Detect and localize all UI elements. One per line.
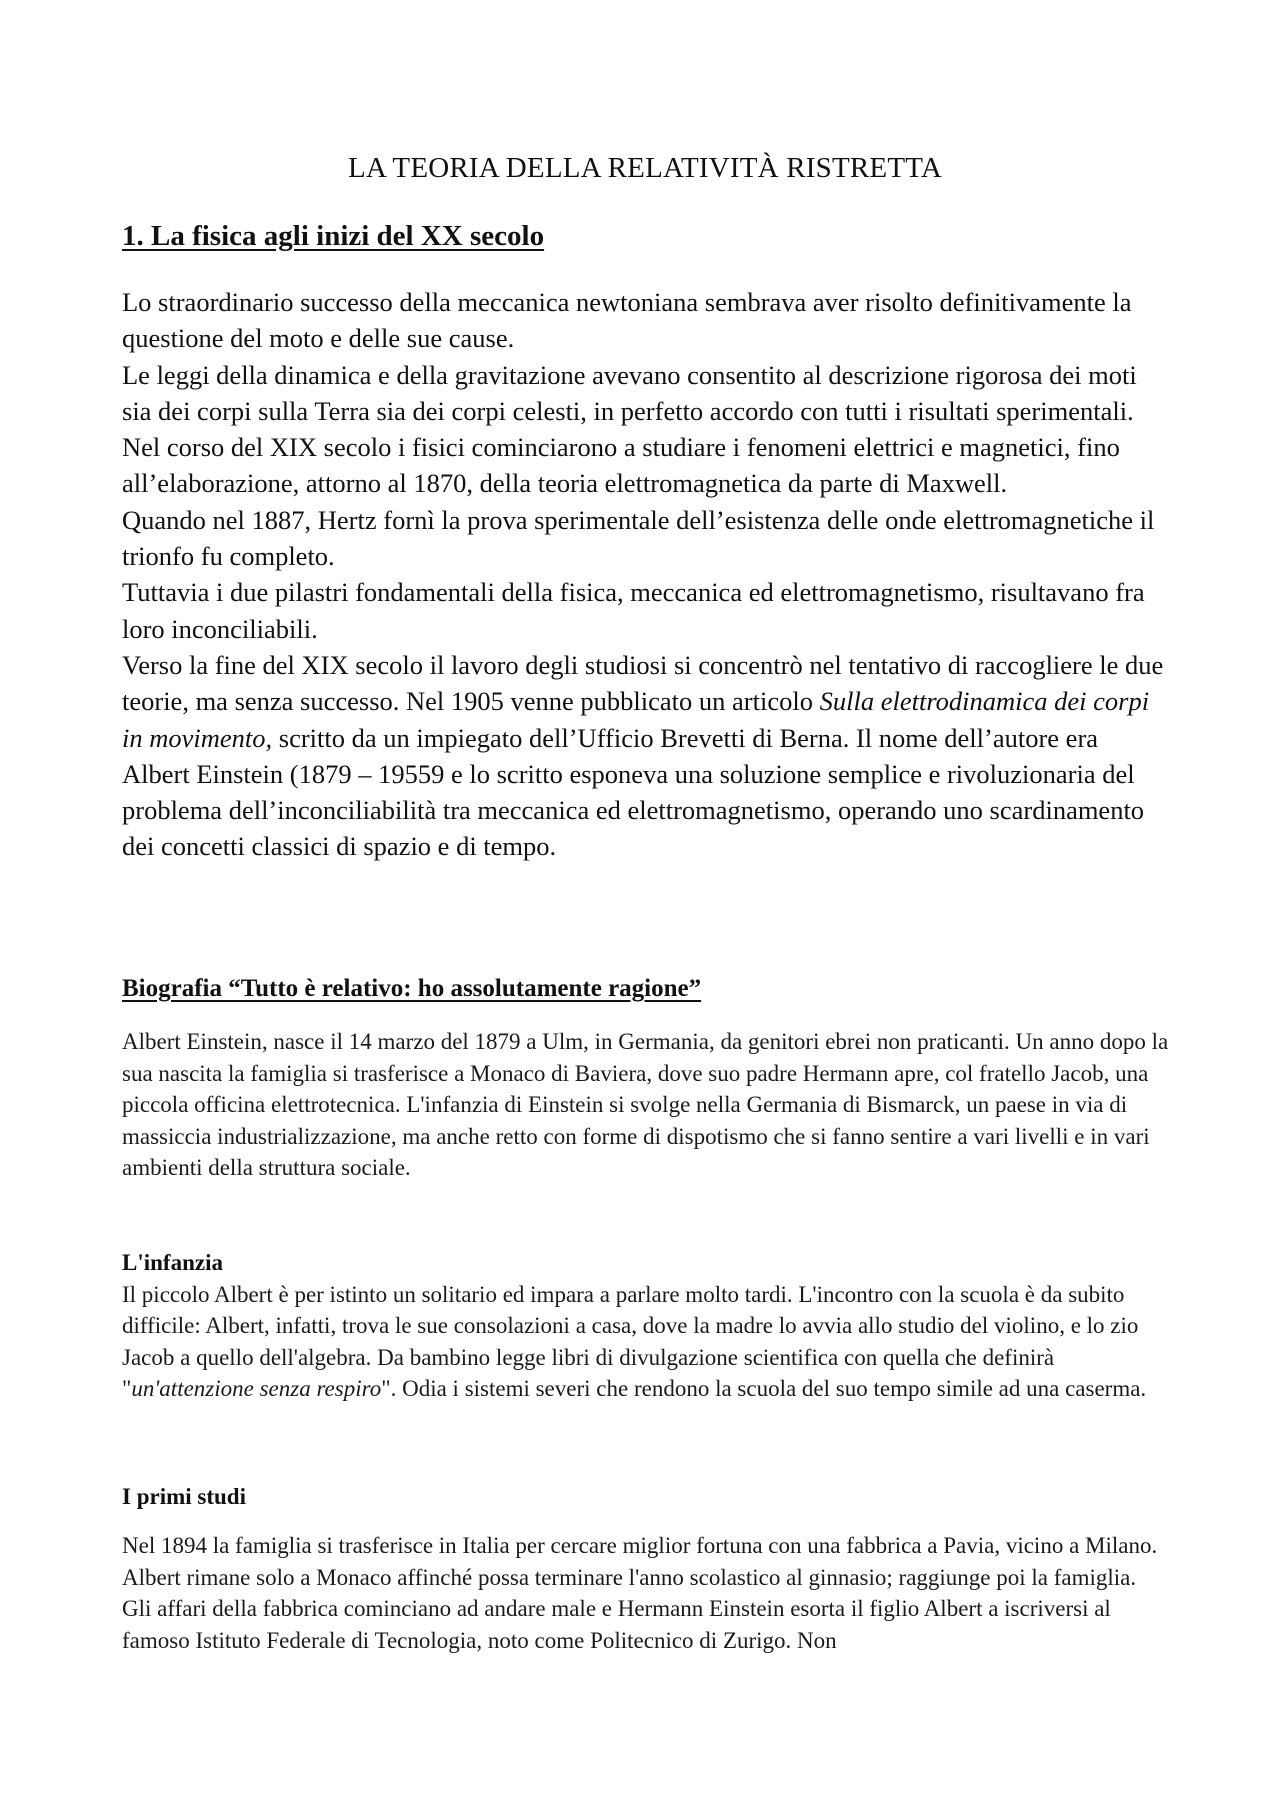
infanzia-quote: un'attenzione senza respiro [131, 1376, 382, 1402]
intro-paragraph-3: Quando nel 1887, Hertz fornì la prova sperimentale dell’esistenza delle onde elettromagnetiche il trionfo fu completo. [122, 504, 1155, 572]
article-title: Sulla elettrodinamica dei corpi in movimento, [122, 686, 1150, 753]
biography-paragraph: Albert Einstein, nasce il 14 marzo del 1879 a Ulm, in Germania, da genitori ebrei non praticanti. Un anno dopo la sua nascita la famiglia si trasferisce a Monaco di Baviera, dove suo padre Hermann apre, col fratello Jacob, una piccola officina elettrotecnica. L'infanzia di Einstein si svolge nella Germania di Bismarck, un paese in via di massiccia industrializzazione, ma anche retto con forme di dispotismo che si fanno sentire a vari livelli e in vari ambienti della struttura sociale. [122, 1029, 1169, 1181]
intro-paragraph-5-start: Verso la fine del XIX secolo il lavoro degli studiosi si concentrò nel tentativo di raccogliere le due teorie, ma senza successo. Nel 1905 venne pubblicato un articolo [122, 649, 1164, 717]
intro-paragraph-2: Le leggi della dinamica e della gravitazione avevano consentito al descrizione rigorosa dei moti sia dei corpi sulla Terra sia dei corpi celesti, in perfetto accordo con tutti i risultati sperimentali. Nel corso del XIX secolo i fisici cominciarono a studiare i fenomeni elettrici e magnetici, fino all’elaborazione, attorno al 1870, della teoria elettromagnetica da parte di Maxwell. [122, 359, 1137, 499]
intro-section [122, 284, 1168, 865]
primi-studi-paragraph-2: Gli affari della fabbrica cominciano ad andare male e Hermann Einstein esorta il figlio Albert a iscriversi al famoso Istituto Federale di Tecnologia, noto come Politecnico di Zurigo. Non [122, 1596, 1111, 1653]
intro-paragraph-5 [122, 647, 1168, 865]
primi-studi-paragraph-1: Nel 1894 la famiglia si trasferisce in Italia per cercare miglior fortuna con una fabbrica a Pavia, vicino a Milano. Albert rimane solo a Monaco affinché possa terminare l'anno scolastico al ginnasio; raggiunge poi la famiglia. [122, 1533, 1158, 1590]
document-title: LA TEORIA DELLA RELATIVITÀ RISTRETTA [348, 152, 942, 184]
infanzia-heading: L'infanzia [122, 1250, 223, 1275]
intro-paragraph-4: Tuttavia i due pilastri fondamentali della fisica, meccanica ed elettromagnetismo, risultavano fra loro inconciliabili. [122, 577, 1145, 644]
primi-studi-heading: I primi studi [122, 1484, 246, 1509]
section-heading: 1. La fisica agli inizi del XX secolo [122, 220, 545, 252]
intro-paragraph-5-end: scritto da un impiegato dell’Ufficio Brevetti di Berna. Il nome dell’autore era Albert Einstein (1879 – 19559 e lo scritto esponeva una soluzione semplice e rivoluzionaria del problema dell’inconciliabilità tra meccanica ed elettromagnetismo, operando uno scardinamento dei concetti classici di spazio e di tempo. [122, 722, 1145, 862]
infanzia-text-end: ". Odia i sistemi severi che rendono la scuola del suo tempo simile ad una caserma. [381, 1376, 1147, 1402]
intro-paragraph-1: Lo straordinario successo della meccanica newtoniana sembrava aver risolto definitivamente la questione del moto e delle sue cause. [122, 287, 1132, 354]
biography-heading: Biografia “Tutto è relativo: ho assolutamente ragione” [122, 975, 702, 1002]
primi-studi-section [122, 1530, 1182, 1656]
infanzia-paragraph [122, 1279, 1182, 1405]
infanzia-text-start: Il piccolo Albert è per istinto un solitario ed impara a parlare molto tardi. L'incontro con la scuola è da subito difficile: Albert, infatti, trova le sue consolazioni a casa, dove la madre lo avvia allo studio del violino, e lo zio Jacob a quello dell'algebra. Da bambino legge libri di divulgazione scientifica con quella che definirà " [122, 1282, 1139, 1402]
